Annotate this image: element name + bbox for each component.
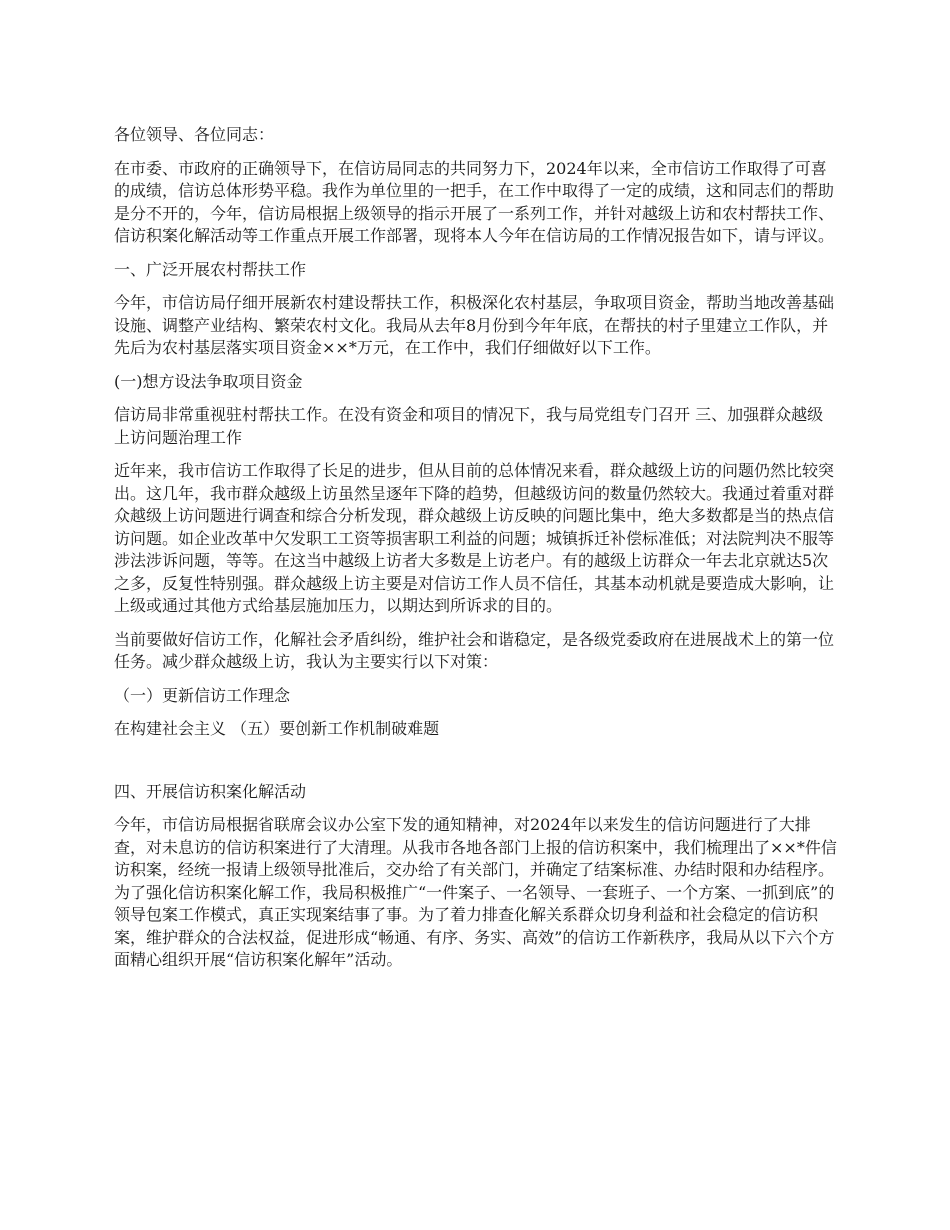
paragraph-skip-level-petitions: 近年来，我市信访工作取得了长足的进步，但从目前的总体情况来看，群众越级上访的问题仍然比较突出。这几年，我市群众越级上访虽然呈逐年下降的趋势，但越级访问的数量仍然较大。我通过着重对群众越级上访问题进行调查和综合分析发现，群众越级上访反映的问题比集中，绝大多数都是当的热点信访问题。如企业改革中欠发职工工资等损害职工利益的问题；城镇拆迁补偿标准低；对法院判决不服等涉法涉诉问题，等等。在这当中越级上访者大多数是上访老户。有的越级上访群众一年去北京就达5次之多，反复性特别强。群众越级上访主要是对信访工作人员不信任，其基本动机就是要造成大影响，让上级或通过其他方式给基层施加压力，以期达到所诉求的目的。 bbox=[114, 461, 835, 615]
paragraph-mechanism: 在构建社会主义 （五）要创新工作机制破难题 bbox=[114, 719, 440, 738]
subheading-project-funds: (一)想方设法争取项目资金 bbox=[114, 371, 303, 391]
paragraph-rural-assistance: 今年，市信访局仔细开展新农村建设帮扶工作，积极深化农村基层，争取项目资金，帮助当地改善基础设施、调整产业结构、繁荣农村文化。我局从去年8月份到今年年底，在帮扶的村子里建立工作队，并先后为农村基层落实项目资金××*万元，在工作中，我们仔细做好以下工作。 bbox=[114, 293, 835, 357]
document-page bbox=[114, 124, 838, 972]
section-heading-4: 四、开展信访积案化解活动 bbox=[114, 781, 307, 801]
paragraph-intro: 在市委、市政府的正确领导下，在信访局同志的共同努力下，2024年以来，全市信访工作取得了可喜的成绩，信访总体形势平稳。我作为单位里的一把手，在工作中取得了一定的成绩，这和同志们的帮助是分不开的，今年，信访局根据上级领导的指示开展了一系列工作，并针对越级上访和农村帮扶工作、信访积案化解活动等工作重点开展工作部署，现将本人今年在信访局的工作情况报告如下，请与评议。 bbox=[114, 158, 835, 245]
section-heading-1: 一、广泛开展农村帮扶工作 bbox=[114, 259, 307, 279]
greeting: 各位领导、各位同志： bbox=[114, 125, 275, 144]
paragraph-backlog-resolution: 今年，市信访局根据省联席会议办公室下发的通知精神，对2024年以来发生的信访问题进行了大排查，对未息访的信访积案进行了大清理。从我市各地各部门上报的信访积案中，我们梳理出了××*件信访积案，经统一报请上级领导批准后，交办给了有关部门，并确定了结案标准、办结时限和办结程序。为了强化信访积案化解工作，我局积极推广“一件案子、一名领导、一套班子、一个方案、一抓到底”的领导包案工作模式，真正实现案结事了事。为了着力排查化解关系群众切身利益和社会稳定的信访积案，维护群众的合法权益，促进形成“畅通、有序、务实、高效”的信访工作新秩序，我局从以下六个方面精心组织开展“信访积案化解年”活动。 bbox=[114, 815, 837, 969]
paragraph-village-assistance: 信访局非常重视驻村帮扶工作。在没有资金和项目的情况下，我与局党组专门召开 三、加强群众越级上访问题治理工作 bbox=[114, 405, 824, 447]
paragraph-countermeasures: 当前要做好信访工作，化解社会矛盾纠纷，维护社会和谐稳定，是各级党委政府在进展战术上的第一位任务。减少群众越级上访，我认为主要实行以下对策： bbox=[114, 629, 835, 671]
subheading-update-concept: （一）更新信访工作理念 bbox=[114, 685, 291, 705]
